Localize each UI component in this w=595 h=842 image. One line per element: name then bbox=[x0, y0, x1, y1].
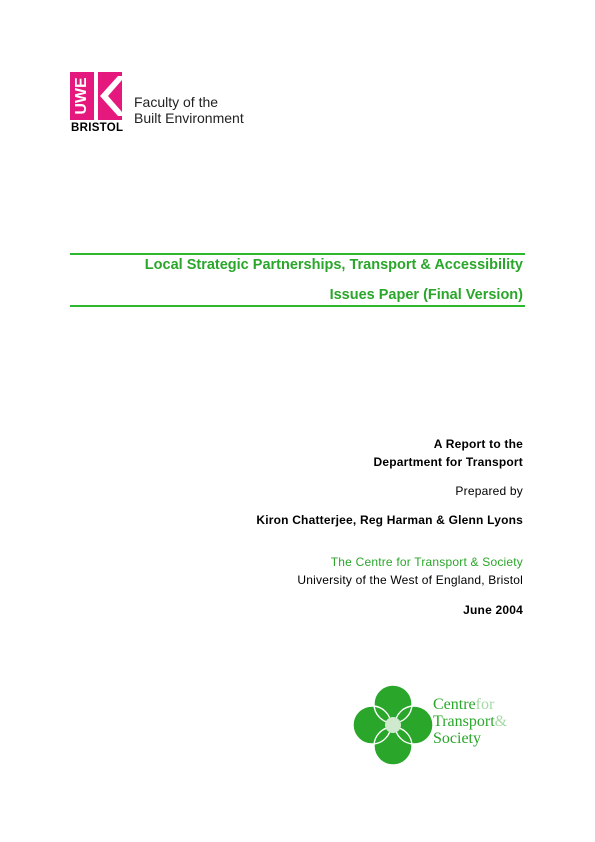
centre-name: The Centre for Transport & Society bbox=[330, 555, 523, 569]
cts-line-2 bbox=[433, 713, 507, 730]
cts-logo-wordmark bbox=[433, 696, 507, 747]
university-name: University of the West of England, Bristol bbox=[297, 573, 523, 587]
cts-word-centre: Centre bbox=[433, 696, 476, 713]
title-rule-bottom bbox=[70, 305, 525, 307]
cts-line-3 bbox=[433, 730, 507, 747]
document-title-line-1: Local Strategic Partnerships, Transport & Accessibility bbox=[144, 257, 523, 273]
report-date: June 2004 bbox=[463, 603, 523, 617]
document-title-line-2: Issues Paper (Final Version) bbox=[329, 287, 523, 303]
cts-word-amp: & bbox=[494, 713, 508, 730]
faculty-label bbox=[134, 94, 244, 126]
cts-logo-icon bbox=[352, 684, 434, 766]
cts-word-society: Society bbox=[433, 730, 481, 747]
uwe-city-label: BRISTOL bbox=[71, 122, 124, 134]
faculty-line-2: Built Environment bbox=[134, 110, 244, 126]
title-rule-top bbox=[70, 253, 525, 255]
cts-line-1 bbox=[433, 696, 507, 713]
cts-word-for: for bbox=[475, 696, 495, 713]
faculty-line-1: Faculty of the bbox=[134, 94, 219, 110]
report-recipient: Department for Transport bbox=[373, 455, 523, 469]
authors: Kiron Chatterjee, Reg Harman & Glenn Lyons bbox=[256, 513, 523, 527]
uwe-acronym: UWE bbox=[73, 77, 91, 115]
report-to-line: A Report to the bbox=[433, 437, 523, 451]
prepared-by-label: Prepared by bbox=[455, 484, 523, 498]
cts-word-transport: Transport bbox=[433, 713, 495, 730]
